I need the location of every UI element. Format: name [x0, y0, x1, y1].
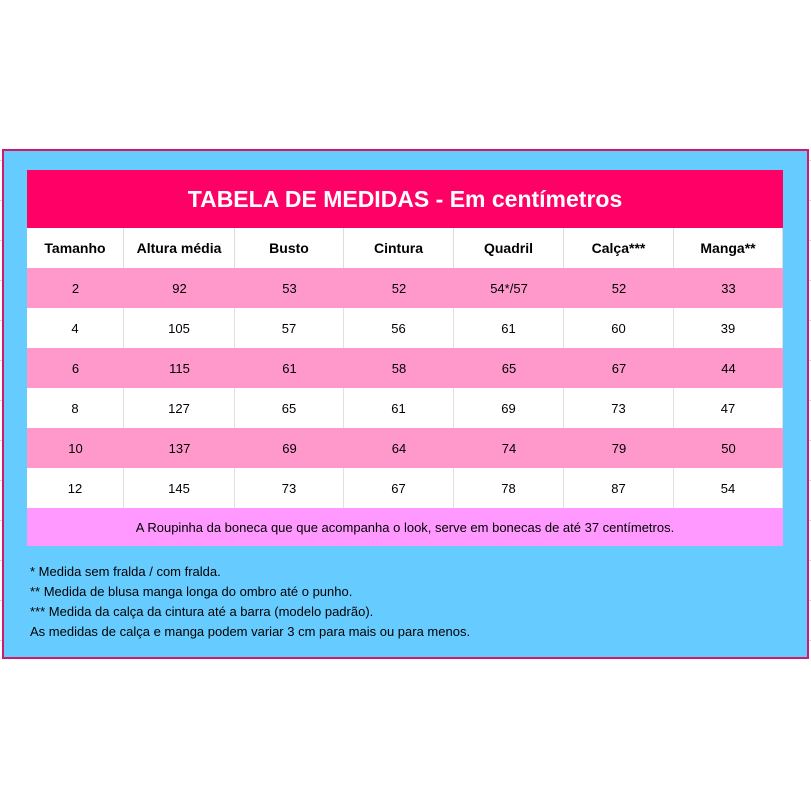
table-cell: 53: [235, 268, 344, 308]
table-cell: 87: [564, 468, 674, 508]
table-cell: 2: [27, 268, 124, 308]
table-cell: 92: [124, 268, 235, 308]
table-cell: 47: [674, 388, 783, 428]
column-header: Cintura: [344, 228, 454, 268]
table-cell: 127: [124, 388, 235, 428]
table-cell: 78: [454, 468, 564, 508]
table-cell: 56: [344, 308, 454, 348]
table-cell: 61: [454, 308, 564, 348]
table-cell: 67: [564, 348, 674, 388]
table-cell: 12: [27, 468, 124, 508]
footnotes: [30, 562, 470, 642]
table-cell: 73: [235, 468, 344, 508]
table-cell: 67: [344, 468, 454, 508]
column-header: Busto: [235, 228, 344, 268]
column-header: Tamanho: [27, 228, 124, 268]
table-cell: 6: [27, 348, 124, 388]
table-cell: 52: [564, 268, 674, 308]
table-title: TABELA DE MEDIDAS - Em centímetros: [27, 170, 783, 228]
column-header: Calça***: [564, 228, 674, 268]
footnote-variation: As medidas de calça e manga podem variar 3 cm para mais ou para menos.: [30, 624, 471, 639]
table-cell: 58: [344, 348, 454, 388]
size-table: [27, 228, 783, 508]
table-cell: 57: [235, 308, 344, 348]
table-cell: 50: [674, 428, 783, 468]
table-cell: 8: [27, 388, 124, 428]
table-cell: 64: [344, 428, 454, 468]
doll-size-note: A Roupinha da boneca que que acompanha o look, serve em bonecas de até 37 centímetros.: [27, 508, 783, 546]
table-cell: 4: [27, 308, 124, 348]
table-cell: 65: [235, 388, 344, 428]
table-cell: 145: [124, 468, 235, 508]
table-cell: 115: [124, 348, 235, 388]
table-cell: 69: [454, 388, 564, 428]
table-cell: 74: [454, 428, 564, 468]
table-cell: 33: [674, 268, 783, 308]
column-header: Altura média: [124, 228, 235, 268]
footnote-diaper: * Medida sem fralda / com fralda.: [30, 564, 221, 579]
table-cell: 65: [454, 348, 564, 388]
table-cell: 54*/57: [454, 268, 564, 308]
footnote-sleeve: ** Medida de blusa manga longa do ombro até o punho.: [30, 584, 353, 599]
table-cell: 52: [344, 268, 454, 308]
table-cell: 61: [235, 348, 344, 388]
table-cell: 105: [124, 308, 235, 348]
table-cell: 73: [564, 388, 674, 428]
table-cell: 10: [27, 428, 124, 468]
column-header: Manga**: [674, 228, 783, 268]
table-cell: 54: [674, 468, 783, 508]
table-cell: 61: [344, 388, 454, 428]
table-cell: 60: [564, 308, 674, 348]
table-cell: 39: [674, 308, 783, 348]
footnote-pants: *** Medida da calça da cintura até a barra (modelo padrão).: [30, 604, 374, 619]
table-cell: 79: [564, 428, 674, 468]
table-cell: 44: [674, 348, 783, 388]
table-cell: 137: [124, 428, 235, 468]
column-header: Quadril: [454, 228, 564, 268]
table-cell: 69: [235, 428, 344, 468]
